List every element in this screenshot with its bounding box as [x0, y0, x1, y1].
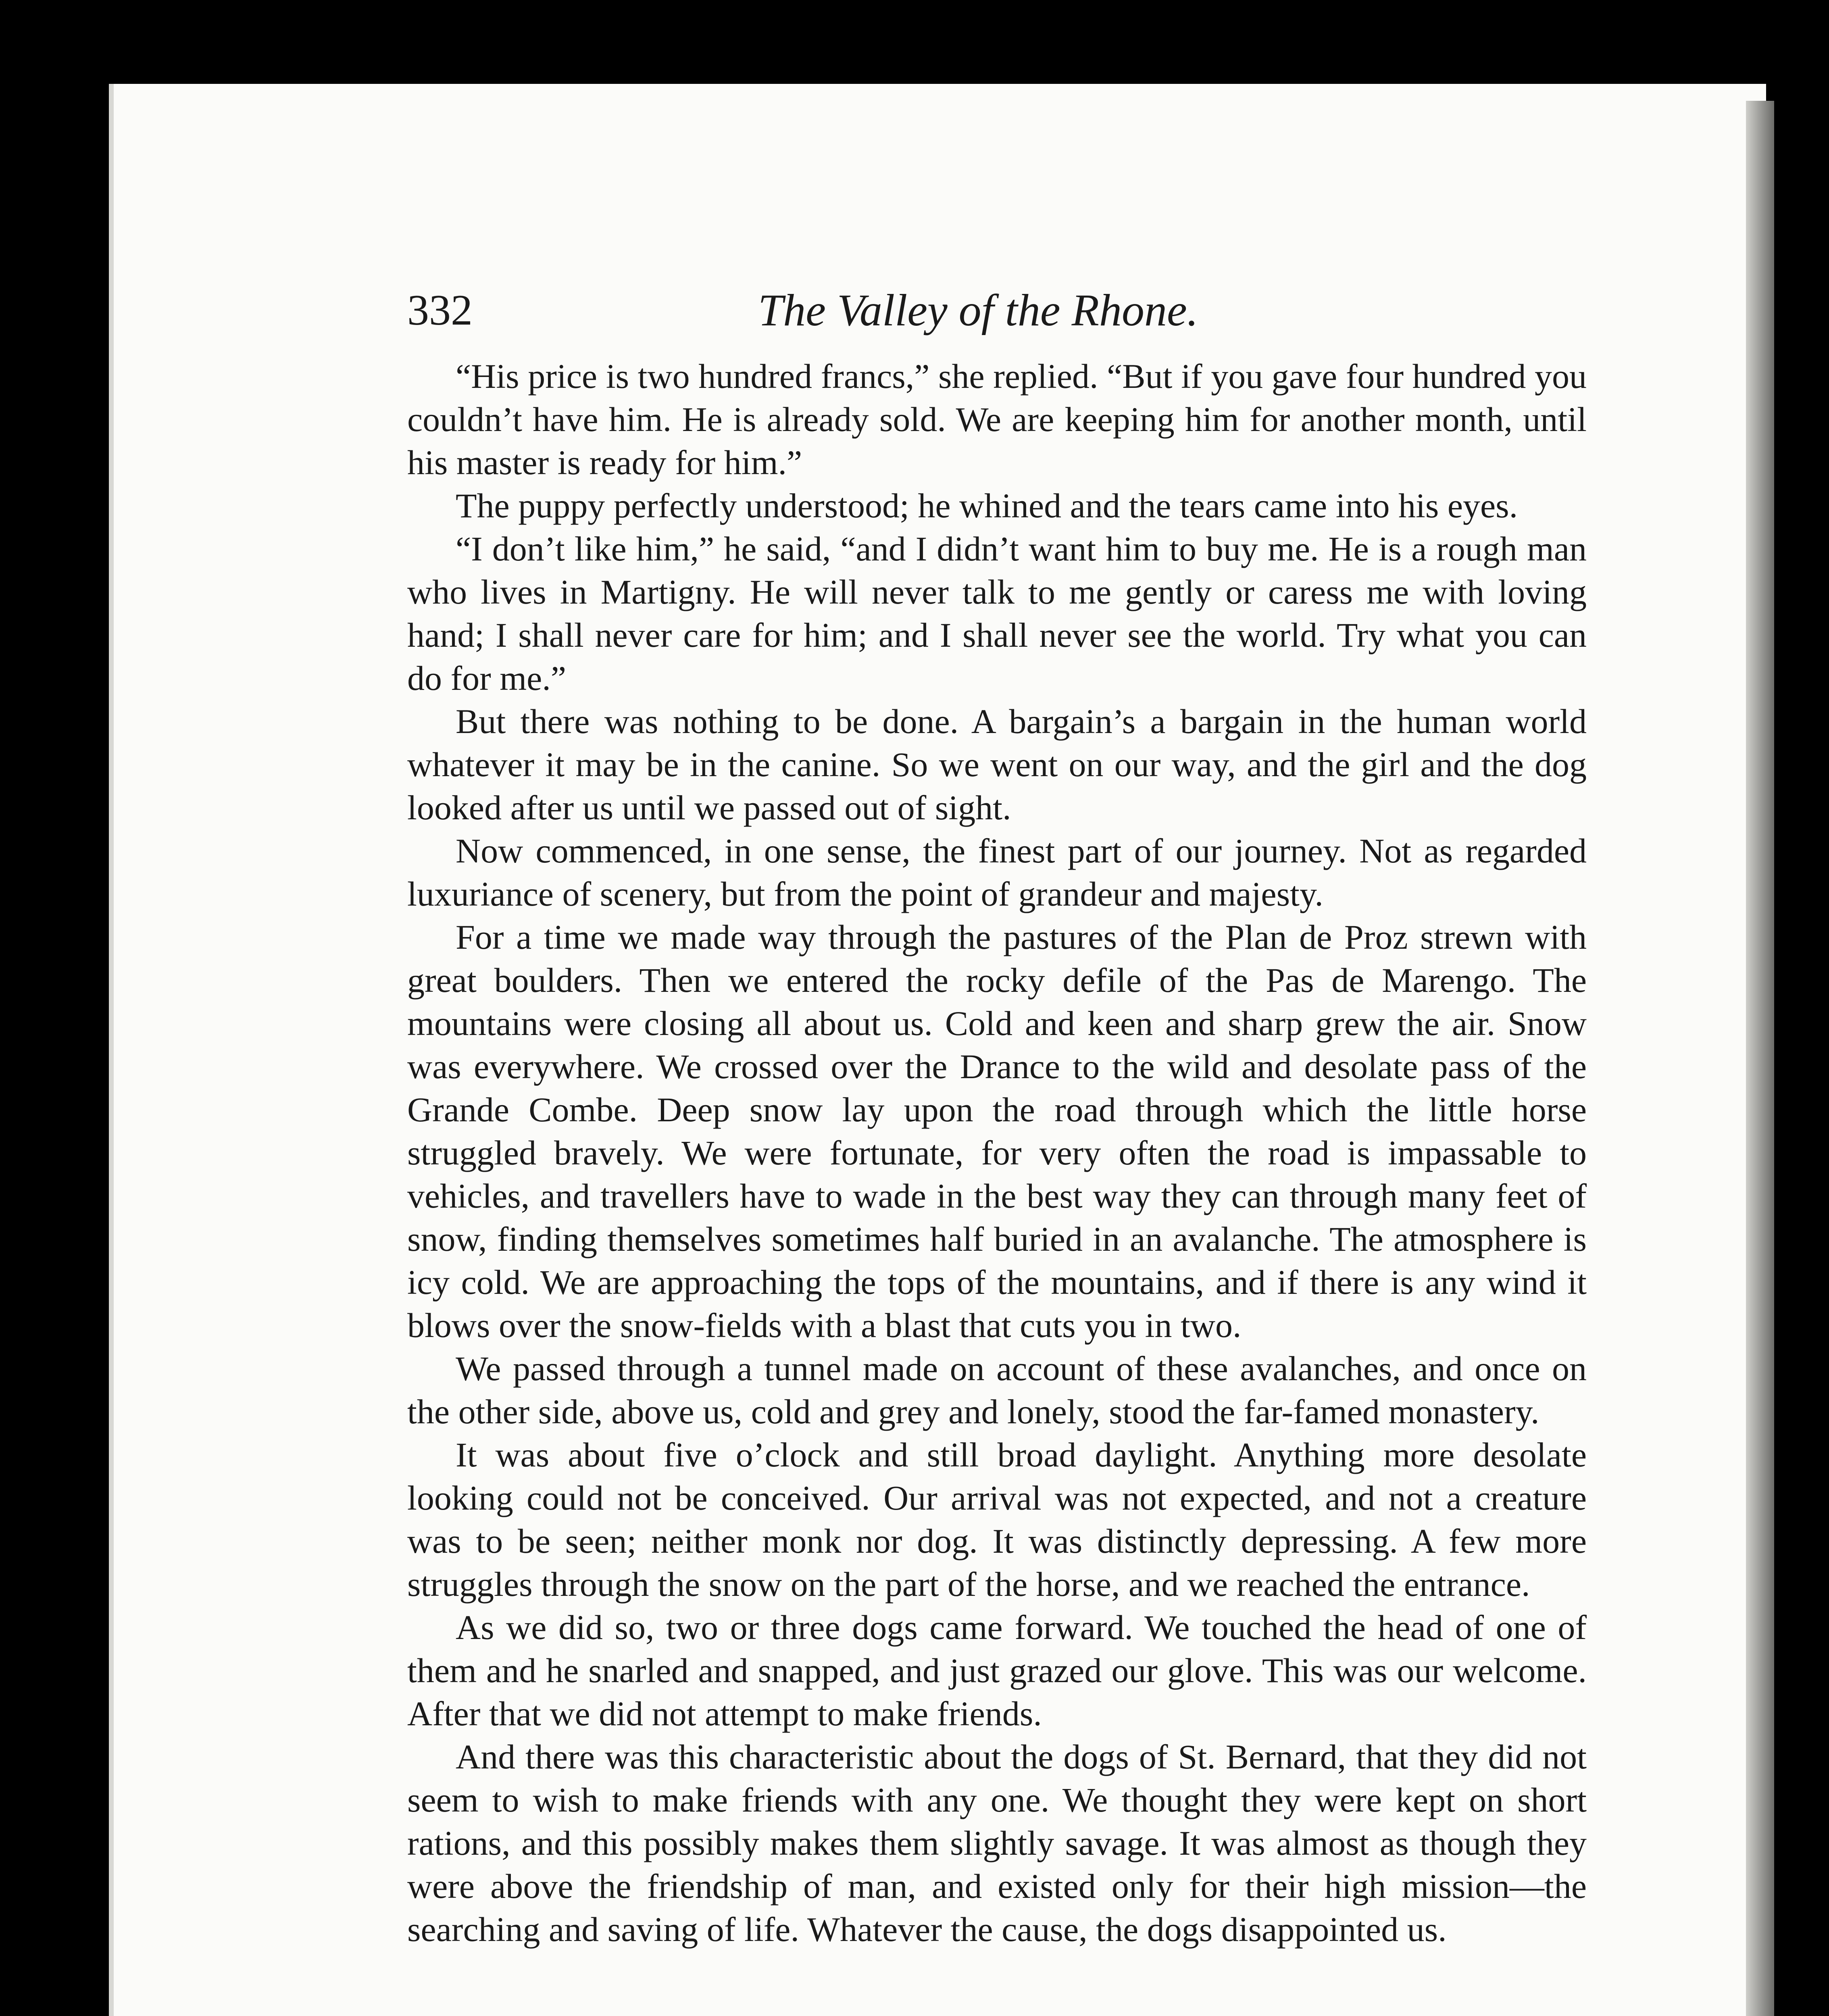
page-header	[407, 278, 1597, 343]
paragraph: As we did so, two or three dogs came forward. We touched the head of one of them and he snarled and snapped, and just grazed our glove. This was our welcome. After that we did not attempt to make friends.	[407, 1608, 1587, 1733]
page-number: 332	[407, 286, 473, 334]
running-title: The Valley of the Rhone.	[758, 285, 1198, 335]
paragraph: But there was nothing to be done. A bargain’s a bargain in the human world whatever it may be in the canine. So we went on our way, and the girl and the dog looked after us until we passed out of sight.	[407, 702, 1587, 827]
page-right-edge	[1746, 101, 1774, 2016]
page-left-edge	[109, 84, 114, 2016]
paragraph: “I don’t like him,” he said, “and I didn’t want him to buy me. He is a rough man who lives in Martigny. He will never talk to me gently or caress me with loving hand; I shall never care for him; and I shall never see the world. Try what you can do for me.”	[407, 529, 1587, 698]
paragraph: It was about five o’clock and still broad daylight. Anything more desolate looking could not be conceived. Our arrival was not expected, and not a creature was to be seen; neither monk nor dog. It was distinctly depressing. A few more struggles through the snow on the part of the horse, and we reached the entrance.	[407, 1435, 1587, 1604]
paragraph: The puppy perfectly understood; he whined and the tears came into his eyes.	[456, 486, 1518, 525]
paragraph: We passed through a tunnel made on account of these avalanches, and once on the other side, above us, cold and grey and lonely, stood the far-famed monastery.	[407, 1349, 1587, 1431]
paragraph: And there was this characteristic about the dogs of St. Bernard, that they did not seem to wish to make friends with any one. We thought they were kept on short rations, and this possibly makes them slightly savage. It was almost as though they were above the friendship of man, and existed only for their high mission—the searching and saving of life. Whatever the cause, the dogs disappointed us.	[407, 1737, 1587, 1949]
paragraph: Now commenced, in one sense, the finest part of our journey. Not as regarded luxuriance of scenery, but from the point of grandeur and majesty.	[407, 831, 1587, 913]
paragraph: “His price is two hundred francs,” she replied. “But if you gave four hundred you couldn’t have him. He is already sold. We are keeping him for another month, until his master is ready for him.”	[407, 357, 1587, 482]
paragraph: For a time we made way through the pastures of the Plan de Proz strewn with great boulders. Then we entered the rocky defile of the Pas de Marengo. The mountains were closing all about us. Cold and keen and sharp grew the air. Snow was everywhere. We crossed over the Drance to the wild and desolate pass of the Grande Combe. Deep snow lay upon the road through which the little horse struggled bravely. We were fortunate, for very often the road is impassable to vehicles, and travellers have to wade in the best way they can through many feet of snow, finding themselves sometimes half buried in an avalanche. The atmosphere is icy cold. We are approaching the tops of the mountains, and if there is any wind it blows over the snow-fields with a blast that cuts you in two.	[407, 918, 1587, 1345]
body-text	[407, 355, 1587, 1951]
